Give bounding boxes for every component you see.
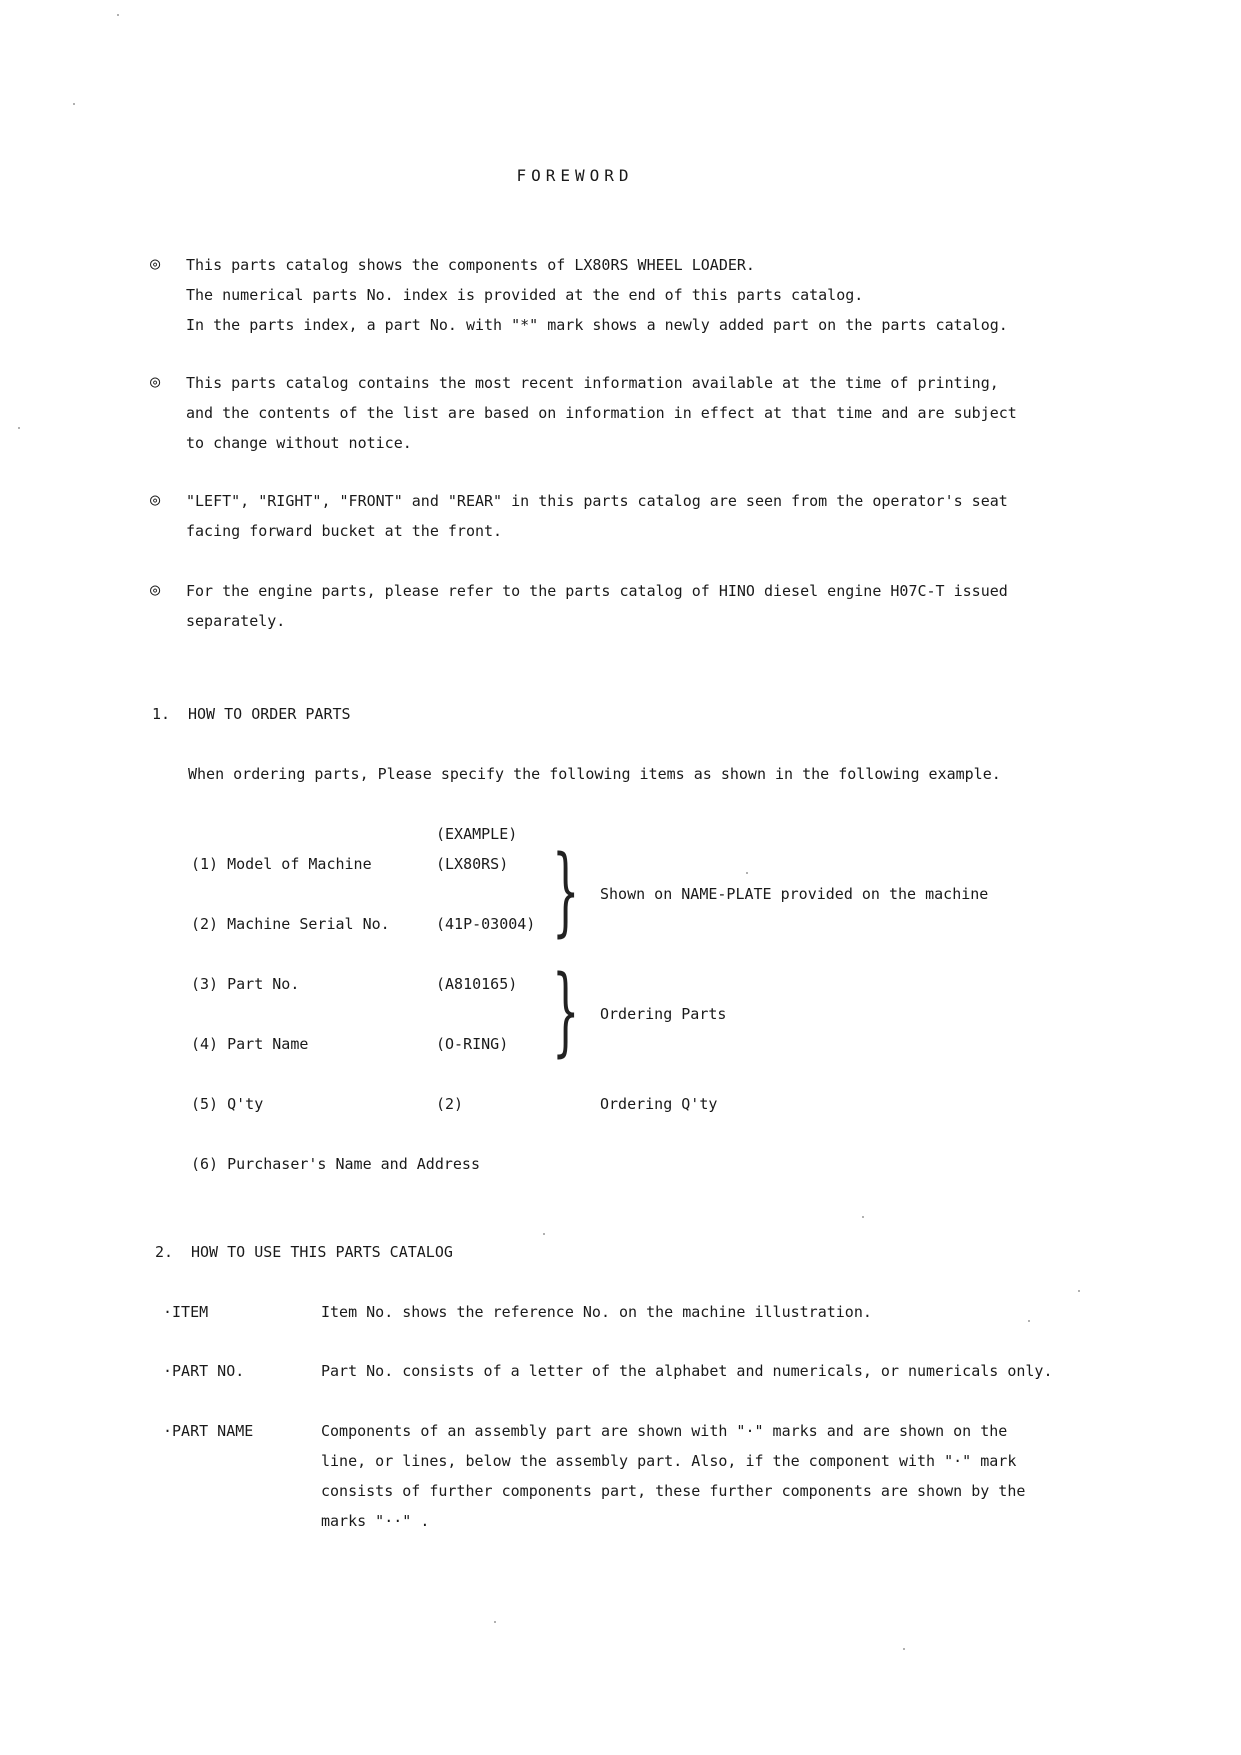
example-header: (EXAMPLE) [436, 825, 518, 843]
order-item-example: (2) [436, 1095, 464, 1113]
intro-line: In the parts index, a part No. with "*" mark shows a newly added part on the parts catalog. [186, 316, 1008, 334]
intro-line: For the engine parts, please refer to the parts catalog of HINO diesel engine H07C-T issued [186, 582, 1008, 600]
section-number: 1. [152, 705, 171, 723]
section-heading: HOW TO ORDER PARTS [188, 705, 351, 723]
right-brace-icon: } [552, 835, 580, 947]
order-item-label: (4) Part Name [191, 1035, 309, 1053]
intro-line: "LEFT", "RIGHT", "FRONT" and "REAR" in this parts catalog are seen from the operator's seat [186, 492, 1008, 510]
catalog-term: ·ITEM [163, 1303, 209, 1321]
scan-speck [1078, 1290, 1080, 1292]
scan-speck [746, 872, 748, 874]
catalog-definition: Item No. shows the reference No. on the machine illustration. [321, 1303, 872, 1321]
order-item-label: (5) Q'ty [191, 1095, 264, 1113]
order-item-label: (2) Machine Serial No. [191, 915, 390, 933]
definition-line: line, or lines, below the assembly part. Also, if the component with "·" mark [321, 1452, 1017, 1470]
order-item-label: (3) Part No. [191, 975, 300, 993]
bullet-icon: ◎ [150, 372, 161, 392]
section-number: 2. [155, 1243, 174, 1261]
order-item-label: (1) Model of Machine [191, 855, 372, 873]
scan-speck [862, 1216, 864, 1218]
intro-paragraph-4 [186, 576, 1008, 636]
intro-paragraph-2 [186, 368, 1017, 458]
order-item-label: (6) Purchaser's Name and Address [191, 1155, 480, 1173]
scan-speck [494, 1621, 496, 1623]
section-intro: When ordering parts, Please specify the following items as shown in the following example. [188, 765, 1001, 783]
scan-speck [543, 1233, 545, 1235]
page-title: FOREWORD [516, 166, 634, 185]
order-item-example: (41P-03004) [436, 915, 536, 933]
section-heading: HOW TO USE THIS PARTS CATALOG [191, 1243, 453, 1261]
intro-line: The numerical parts No. index is provided at the end of this parts catalog. [186, 286, 864, 304]
scan-speck [903, 1648, 905, 1650]
definition-line: marks "··" . [321, 1512, 430, 1530]
scan-speck [1028, 1320, 1030, 1322]
intro-line: separately. [186, 612, 286, 630]
bullet-icon: ◎ [150, 254, 161, 274]
scan-speck [117, 14, 119, 16]
bullet-icon: ◎ [150, 580, 161, 600]
catalog-term: ·PART NAME [163, 1422, 254, 1440]
ordering-qty-note: Ordering Q'ty [600, 1095, 718, 1113]
intro-line: facing forward bucket at the front. [186, 522, 503, 540]
ordering-parts-note: Ordering Parts [600, 1005, 727, 1023]
right-brace-icon: } [552, 955, 580, 1067]
scan-speck [18, 427, 20, 429]
intro-paragraph-3 [186, 486, 1008, 546]
catalog-definition [321, 1416, 1025, 1536]
order-item-example: (LX80RS) [436, 855, 509, 873]
catalog-term: ·PART NO. [163, 1362, 245, 1380]
bullet-icon: ◎ [150, 490, 161, 510]
order-item-example: (A810165) [436, 975, 518, 993]
intro-line: This parts catalog contains the most recent information available at the time of printing, [186, 374, 999, 392]
intro-paragraph-1 [186, 250, 1008, 340]
intro-line: This parts catalog shows the components of LX80RS WHEEL LOADER. [186, 256, 755, 274]
definition-line: consists of further components part, these further components are shown by the [321, 1482, 1026, 1500]
order-item-example: (O-RING) [436, 1035, 509, 1053]
definition-line: Components of an assembly part are shown with "·" marks and are shown on the [321, 1422, 1008, 1440]
scan-speck [73, 103, 75, 105]
intro-line: and the contents of the list are based on information in effect at that time and are subject [186, 404, 1017, 422]
intro-line: to change without notice. [186, 434, 412, 452]
nameplate-note: Shown on NAME-PLATE provided on the machine [600, 885, 989, 903]
catalog-definition: Part No. consists of a letter of the alphabet and numericals, or numericals only. [321, 1362, 1053, 1380]
